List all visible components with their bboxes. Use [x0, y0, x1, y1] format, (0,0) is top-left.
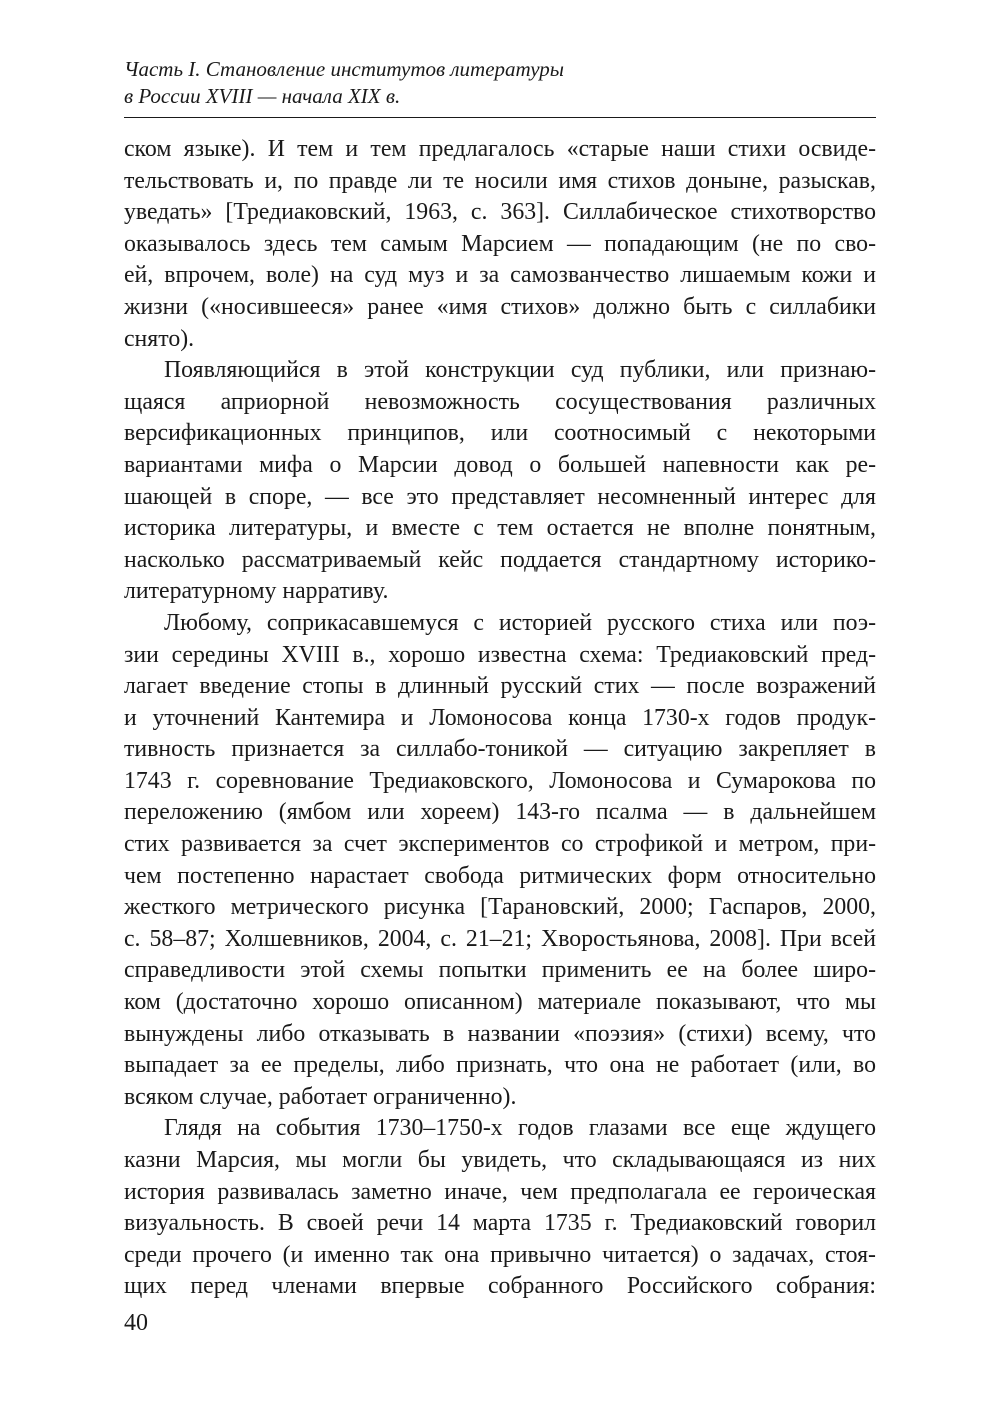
- text-line: снято).: [124, 325, 195, 352]
- text-line: шающей в споре, — все это представляет несомненный интерес для: [124, 483, 876, 510]
- text-line: с. 58–87; Холшевников, 2004, с. 21–21; Хворостьянова, 2008]. При всей: [124, 925, 876, 952]
- text-line: щаяся априорной невозможность сосуществования различных: [124, 388, 876, 415]
- text-line: справедливости этой схемы попытки применить ее на более широ-: [124, 957, 876, 984]
- text-line: Любому, соприкасавшемуся с историей русского стиха или поэ-: [164, 609, 876, 636]
- running-head: [124, 56, 876, 110]
- text-line: визуальность. В своей речи 14 марта 1735 г. Тредиаковский говорил: [124, 1210, 876, 1237]
- text-line: уведать» [Тредиаковский, 1963, с. 363]. Силлабическое стихотворство: [124, 199, 876, 226]
- text-line: 1743 г. соревнование Тредиаковского, Ломоносова и Сумарокова по: [124, 767, 876, 794]
- text-line: вариантами мифа о Марсии довод о большей напевности как ре-: [124, 451, 876, 478]
- text-line: чем постепенно нарастает свобода ритмических форм относительно: [124, 862, 876, 889]
- main-text: [124, 134, 876, 1303]
- text-line: стих развивается за счет экспериментов со строфикой и метром, при-: [124, 831, 876, 858]
- text-line: ском языке). И тем и тем предлагалось «старые наши стихи освиде-: [124, 136, 876, 162]
- paragraph-4: [124, 1113, 876, 1303]
- text-line: жесткого метрического рисунка [Тарановский, 2000; Гаспаров, 2000,: [124, 894, 876, 921]
- paragraph-1: [124, 134, 876, 355]
- text-line: историка литературы, и вместе с тем остается не вполне понятным,: [124, 515, 876, 542]
- text-line: и уточнений Кантемира и Ломоносова конца 1730-х годов продук-: [124, 704, 876, 731]
- running-head-line-2: в России XVIII — начала XIX в.: [124, 84, 401, 108]
- running-head-line-1: Часть I. Становление институтов литературы: [124, 57, 564, 81]
- text-line: вынуждены либо отказывать в названии «поэзия» (стихи) всему, что: [124, 1020, 876, 1047]
- text-line: насколько рассматриваемый кейс поддается стандартному историко-: [124, 546, 876, 573]
- text-line: оказывалось здесь тем самым Марсием — попадающим (не по сво-: [124, 230, 876, 257]
- page-number: 40: [124, 1310, 148, 1336]
- text-line: тивность признается за силлабо-тоникой — ситуацию закрепляет в: [124, 736, 876, 763]
- text-line: ком (достаточно хорошо описанном) материале показывают, что мы: [124, 989, 876, 1016]
- text-line: тельствовать и, по правде ли те носили имя стихов доныне, разыскав,: [124, 167, 876, 194]
- text-line: Глядя на события 1730–1750-х годов глазами все еще ждущего: [164, 1115, 876, 1142]
- text-line: Появляющийся в этой конструкции суд публики, или признаю-: [164, 357, 876, 384]
- text-line: переложению (ямбом или хореем) 143-го псалма — в дальнейшем: [124, 799, 876, 826]
- text-line: выпадает за ее пределы, либо признать, что она не работает (или, во: [124, 1052, 876, 1079]
- text-line: всяком случае, работает ограниченно).: [124, 1083, 517, 1110]
- text-line: жизни («носившееся» ранее «имя стихов» должно быть с силлабики: [124, 293, 876, 320]
- text-line: версификационных принципов, или соотносимый с некоторыми: [124, 420, 876, 447]
- text-line: ей, впрочем, воле) на суд муз и за самозванчество лишаемым кожи и: [124, 262, 876, 289]
- text-line: щих перед членами впервые собранного Российского собрания:: [124, 1273, 876, 1300]
- text-line: лагает введение стопы в длинный русский стих — после возражений: [124, 673, 876, 700]
- text-line: история развивалась заметно иначе, чем предполагала ее героическая: [124, 1178, 876, 1205]
- text-line: казни Марсия, мы могли бы увидеть, что складывающаяся из них: [124, 1147, 876, 1173]
- text-line: среди прочего (и именно так она привычно читается) о задачах, стоя-: [124, 1241, 876, 1268]
- header-rule: [124, 117, 876, 118]
- paragraph-2: [124, 355, 876, 608]
- text-line: литературному нарративу.: [124, 578, 389, 605]
- paragraph-3: [124, 608, 876, 1114]
- text-line: зии середины XVIII в., хорошо известна схема: Тредиаковский пред-: [124, 641, 876, 668]
